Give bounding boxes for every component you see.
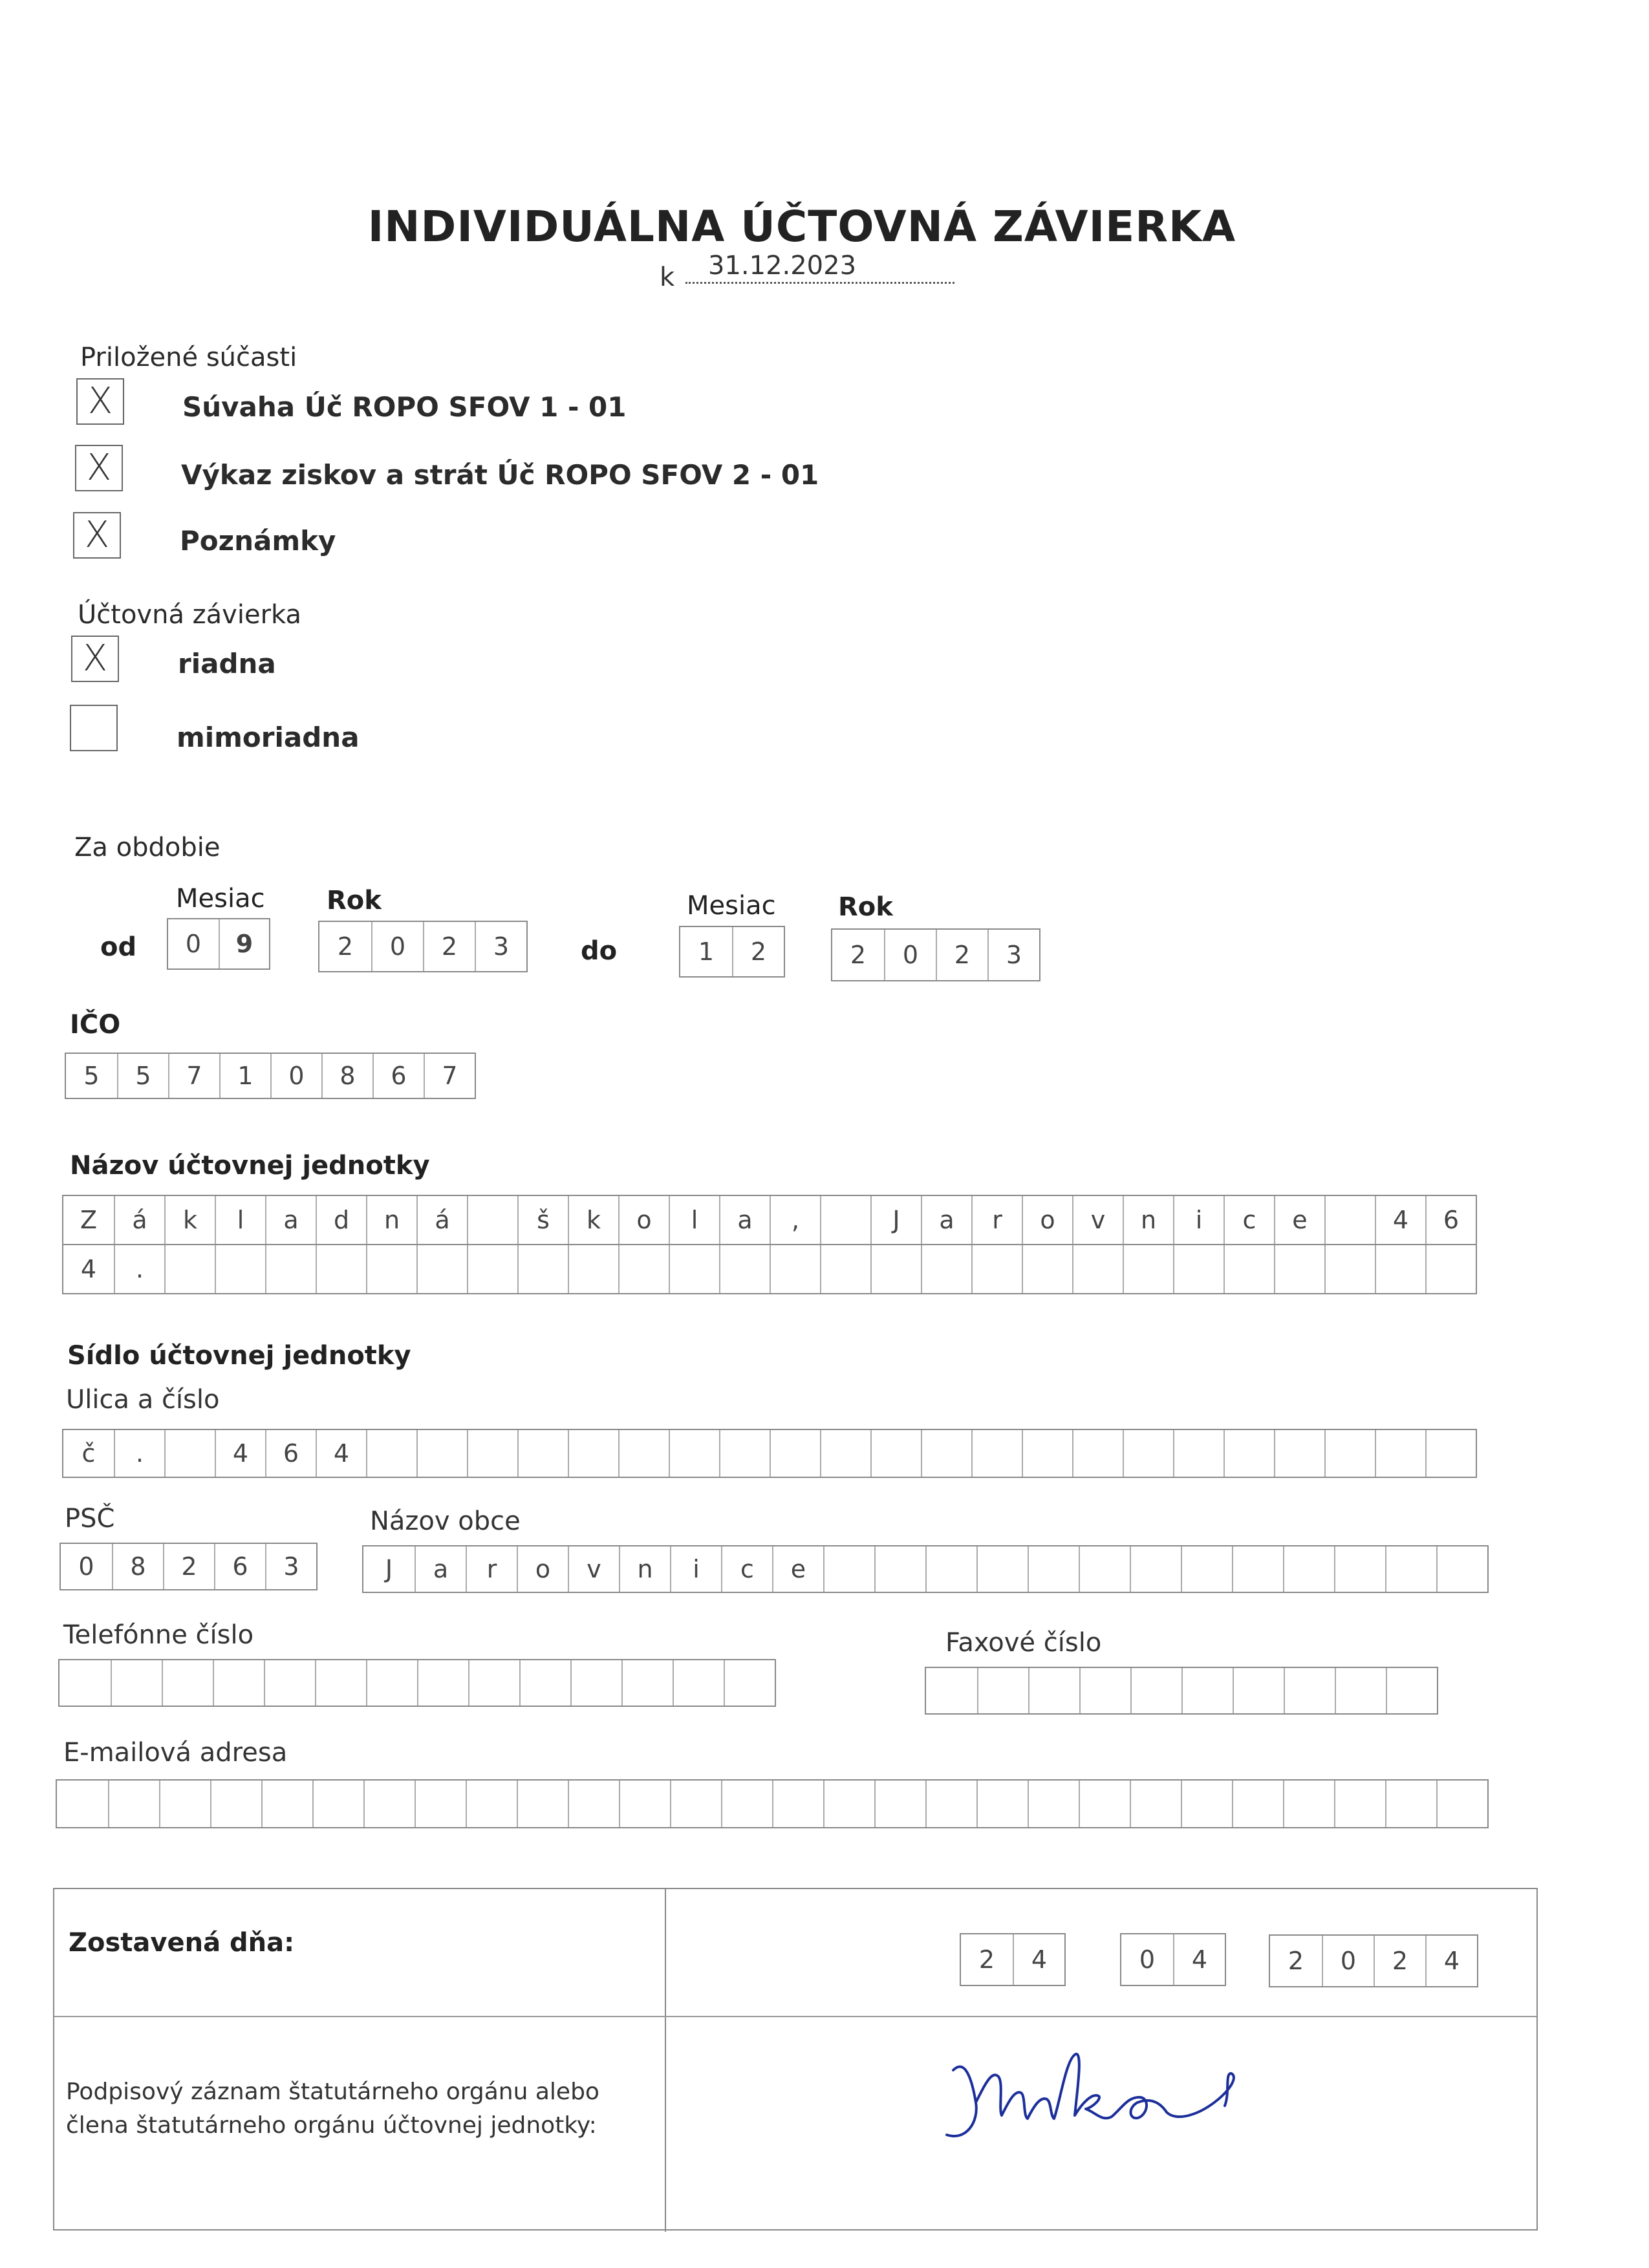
page-title: INDIVIDUÁLNA ÚČTOVNÁ ZÁVIERKA bbox=[367, 202, 1236, 251]
char-cell bbox=[1022, 1245, 1072, 1293]
char-cell bbox=[215, 1245, 265, 1293]
empty-cell bbox=[1130, 1668, 1181, 1713]
empty-cell bbox=[926, 1668, 977, 1713]
char-cell: 0 bbox=[1139, 1945, 1156, 1974]
digit-cell: 9 bbox=[219, 919, 269, 968]
ico-field[interactable] bbox=[65, 1053, 476, 1099]
char-cell bbox=[971, 1430, 1022, 1477]
char-cell bbox=[823, 1546, 874, 1592]
char-cell: l bbox=[215, 1196, 265, 1244]
checkbox-suvaha-label: Súvaha Úč ROPO SFOV 1 - 01 bbox=[182, 391, 627, 423]
char-cell: i bbox=[1173, 1196, 1223, 1244]
char-cell: n bbox=[366, 1196, 416, 1244]
char-cell bbox=[1223, 1245, 1274, 1293]
char-cell: a bbox=[265, 1196, 316, 1244]
char-cell: o bbox=[1022, 1196, 1072, 1244]
email-field[interactable] bbox=[56, 1779, 1489, 1828]
char-cell: o bbox=[517, 1546, 568, 1592]
char-cell bbox=[316, 1245, 366, 1293]
digit-cell: 2 bbox=[850, 941, 867, 969]
char-cell: r bbox=[971, 1196, 1022, 1244]
street-field[interactable] bbox=[62, 1429, 1477, 1478]
char-cell bbox=[366, 1430, 416, 1477]
section-hline bbox=[54, 2016, 1536, 2017]
char-cell bbox=[820, 1196, 870, 1244]
empty-cell bbox=[519, 1660, 570, 1706]
char-cell bbox=[467, 1245, 517, 1293]
checkbox-poznamky[interactable]: X bbox=[73, 512, 121, 559]
empty-cell bbox=[517, 1781, 568, 1827]
char-cell bbox=[1123, 1245, 1173, 1293]
char-cell bbox=[265, 1245, 316, 1293]
char-cell bbox=[719, 1430, 770, 1477]
char-cell bbox=[1324, 1245, 1375, 1293]
entity-name-row2[interactable] bbox=[62, 1244, 1477, 1294]
empty-cell bbox=[417, 1660, 468, 1706]
empty-cell bbox=[1181, 1668, 1233, 1713]
char-cell: J bbox=[385, 1555, 393, 1583]
checkbox-poznamky-label: Poznámky bbox=[180, 525, 336, 557]
signature-label-line2: člena štatutárneho orgánu účtovnej jednotky: bbox=[66, 2112, 597, 2139]
char-cell bbox=[1173, 1245, 1223, 1293]
empty-cell bbox=[315, 1660, 366, 1706]
signature bbox=[927, 2031, 1328, 2161]
char-cell bbox=[1072, 1430, 1123, 1477]
empty-cell bbox=[1284, 1668, 1335, 1713]
digit-cell: 2 bbox=[936, 930, 987, 980]
empty-cell bbox=[162, 1660, 213, 1706]
fax-field[interactable] bbox=[925, 1667, 1438, 1715]
empty-cell bbox=[772, 1781, 823, 1827]
empty-cell bbox=[1028, 1781, 1079, 1827]
char-cell bbox=[416, 1245, 467, 1293]
checkbox-vykaz[interactable]: X bbox=[75, 445, 123, 491]
empty-cell bbox=[1436, 1781, 1487, 1827]
empty-cell bbox=[264, 1660, 315, 1706]
empty-cell bbox=[1079, 1781, 1130, 1827]
char-cell: Z bbox=[80, 1206, 98, 1234]
char-cell: š bbox=[517, 1196, 568, 1244]
digit-cell: 3 bbox=[987, 930, 1039, 980]
char-cell bbox=[971, 1245, 1022, 1293]
closing-heading: Účtovná závierka bbox=[78, 600, 301, 630]
to-month-field[interactable] bbox=[679, 926, 785, 978]
char-cell: 4 bbox=[1013, 1934, 1064, 1985]
char-cell: r bbox=[466, 1546, 517, 1592]
street-label: Ulica a číslo bbox=[66, 1385, 220, 1415]
char-cell: , bbox=[770, 1196, 820, 1244]
char-cell: . bbox=[114, 1245, 164, 1293]
char-cell bbox=[366, 1245, 416, 1293]
char-cell bbox=[976, 1546, 1028, 1592]
empty-cell bbox=[976, 1781, 1028, 1827]
char-cell bbox=[1425, 1245, 1476, 1293]
char-cell bbox=[1436, 1546, 1487, 1592]
char-cell: e bbox=[772, 1546, 823, 1592]
empty-cell bbox=[874, 1781, 925, 1827]
char-cell: a bbox=[415, 1546, 466, 1592]
empty-cell bbox=[261, 1781, 312, 1827]
section-divider bbox=[665, 1889, 666, 2232]
char-cell bbox=[164, 1245, 215, 1293]
char-cell: J bbox=[870, 1196, 921, 1244]
empty-cell bbox=[366, 1660, 417, 1706]
char-cell: v bbox=[1072, 1196, 1123, 1244]
char-cell: 4 bbox=[316, 1430, 366, 1477]
email-label: E-mailová adresa bbox=[63, 1738, 288, 1768]
checkbox-mimoriadna[interactable] bbox=[70, 705, 118, 751]
checkbox-riadna[interactable]: X bbox=[71, 636, 119, 682]
digit-cell: 6 bbox=[372, 1054, 424, 1098]
empty-cell bbox=[1028, 1668, 1079, 1713]
char-cell bbox=[921, 1430, 971, 1477]
char-cell bbox=[669, 1430, 719, 1477]
empty-cell bbox=[1334, 1781, 1385, 1827]
digit-cell: 8 bbox=[321, 1054, 372, 1098]
from-month-field[interactable] bbox=[167, 918, 270, 970]
compiled-label: Zostavená dňa: bbox=[69, 1928, 295, 1958]
entity-name-label: Názov účtovnej jednotky bbox=[70, 1151, 430, 1181]
compiled-day-field[interactable] bbox=[960, 1933, 1066, 1986]
char-cell bbox=[1173, 1430, 1223, 1477]
to-year-label: Rok bbox=[838, 892, 893, 922]
char-cell bbox=[1274, 1430, 1324, 1477]
char-cell bbox=[568, 1430, 618, 1477]
char-cell: á bbox=[416, 1196, 467, 1244]
digit-cell: 5 bbox=[83, 1062, 100, 1090]
char-cell: . bbox=[114, 1430, 164, 1477]
char-cell bbox=[719, 1245, 770, 1293]
char-cell bbox=[669, 1245, 719, 1293]
char-cell: a bbox=[921, 1196, 971, 1244]
char-cell bbox=[1130, 1546, 1181, 1592]
char-cell bbox=[1334, 1546, 1385, 1592]
empty-cell bbox=[468, 1660, 519, 1706]
checkbox-vykaz-label: Výkaz ziskov a strát Úč ROPO SFOV 2 - 01 bbox=[181, 459, 819, 491]
empty-cell bbox=[570, 1660, 621, 1706]
char-cell: 2 bbox=[163, 1544, 214, 1589]
char-cell bbox=[870, 1245, 921, 1293]
to-label: do bbox=[581, 936, 618, 966]
empty-cell bbox=[159, 1781, 210, 1827]
char-cell: 3 bbox=[265, 1544, 316, 1589]
char-cell: 6 bbox=[265, 1430, 316, 1477]
char-cell: a bbox=[719, 1196, 770, 1244]
char-cell: v bbox=[568, 1546, 619, 1592]
char-cell bbox=[820, 1430, 870, 1477]
phone-label: Telefónne číslo bbox=[63, 1620, 254, 1650]
signature-image bbox=[927, 2031, 1328, 2161]
char-cell bbox=[164, 1430, 215, 1477]
char-cell: 0 bbox=[1322, 1936, 1374, 1986]
empty-cell bbox=[1385, 1781, 1436, 1827]
char-cell bbox=[467, 1196, 517, 1244]
char-cell bbox=[925, 1546, 976, 1592]
char-cell: n bbox=[1123, 1196, 1173, 1244]
from-month-label: Mesiac bbox=[176, 884, 265, 914]
empty-cell bbox=[925, 1781, 976, 1827]
digit-cell: 2 bbox=[337, 932, 354, 961]
empty-cell bbox=[1181, 1781, 1232, 1827]
char-cell bbox=[1375, 1245, 1425, 1293]
empty-cell bbox=[57, 1781, 108, 1827]
as-of-date: 31.12.2023 bbox=[708, 251, 857, 281]
char-cell bbox=[770, 1245, 820, 1293]
char-cell: 4 bbox=[1425, 1936, 1477, 1986]
checkbox-riadna-label: riadna bbox=[178, 648, 276, 679]
char-cell: 6 bbox=[1425, 1196, 1476, 1244]
empty-cell bbox=[1283, 1781, 1334, 1827]
char-cell bbox=[820, 1245, 870, 1293]
char-cell: 4 bbox=[1375, 1196, 1425, 1244]
char-cell bbox=[1079, 1546, 1130, 1592]
empty-cell bbox=[111, 1660, 162, 1706]
empty-cell bbox=[59, 1660, 111, 1706]
char-cell: k bbox=[568, 1196, 618, 1244]
city-field[interactable] bbox=[362, 1545, 1489, 1593]
checkbox-suvaha[interactable]: X bbox=[76, 378, 124, 425]
fax-label: Faxové číslo bbox=[945, 1628, 1102, 1658]
empty-cell bbox=[673, 1660, 724, 1706]
empty-cell bbox=[1335, 1668, 1386, 1713]
char-cell bbox=[1283, 1546, 1334, 1592]
psc-label: PSČ bbox=[65, 1504, 115, 1534]
empty-cell bbox=[363, 1781, 415, 1827]
char-cell bbox=[1425, 1430, 1476, 1477]
empty-cell bbox=[210, 1781, 261, 1827]
char-cell bbox=[770, 1430, 820, 1477]
digit-cell: 7 bbox=[424, 1054, 475, 1098]
digit-cell: 0 bbox=[270, 1054, 321, 1098]
digit-cell: 2 bbox=[732, 927, 784, 976]
seat-heading: Sídlo účtovnej jednotky bbox=[67, 1341, 411, 1371]
empty-cell bbox=[568, 1781, 619, 1827]
char-cell bbox=[1375, 1430, 1425, 1477]
char-cell: 4 bbox=[80, 1255, 97, 1283]
entity-name-row1[interactable] bbox=[62, 1195, 1477, 1245]
char-cell: 6 bbox=[214, 1544, 265, 1589]
digit-cell: 0 bbox=[371, 922, 423, 971]
char-cell: d bbox=[316, 1196, 366, 1244]
char-cell: á bbox=[114, 1196, 164, 1244]
ico-label: IČO bbox=[70, 1010, 121, 1040]
char-cell bbox=[1072, 1245, 1123, 1293]
char-cell bbox=[870, 1430, 921, 1477]
char-cell: 2 bbox=[1374, 1936, 1425, 1986]
empty-cell bbox=[721, 1781, 772, 1827]
from-label: od bbox=[100, 932, 137, 962]
digit-cell: 0 bbox=[884, 930, 936, 980]
empty-cell bbox=[312, 1781, 363, 1827]
char-cell: 4 bbox=[215, 1430, 265, 1477]
attached-heading: Priložené súčasti bbox=[80, 343, 297, 372]
empty-cell bbox=[977, 1668, 1028, 1713]
char-cell: o bbox=[618, 1196, 669, 1244]
char-cell bbox=[874, 1546, 925, 1592]
as-of-dotted-line bbox=[685, 282, 954, 284]
digit-cell: 1 bbox=[698, 937, 715, 966]
char-cell: e bbox=[1274, 1196, 1324, 1244]
char-cell bbox=[921, 1245, 971, 1293]
digit-cell: 3 bbox=[475, 922, 526, 971]
char-cell bbox=[1324, 1196, 1375, 1244]
char-cell: l bbox=[669, 1196, 719, 1244]
empty-cell bbox=[466, 1781, 517, 1827]
period-heading: Za obdobie bbox=[74, 833, 221, 862]
char-cell: 2 bbox=[1288, 1947, 1304, 1975]
char-cell: c bbox=[1223, 1196, 1274, 1244]
compiled-month-field[interactable] bbox=[1120, 1933, 1226, 1986]
char-cell bbox=[1028, 1546, 1079, 1592]
char-cell bbox=[618, 1245, 669, 1293]
char-cell bbox=[1274, 1245, 1324, 1293]
empty-cell bbox=[108, 1781, 159, 1827]
empty-cell bbox=[670, 1781, 721, 1827]
empty-cell bbox=[1232, 1781, 1283, 1827]
digit-cell: 0 bbox=[185, 930, 202, 958]
empty-cell bbox=[823, 1781, 874, 1827]
as-of-prefix: k bbox=[660, 262, 675, 292]
digit-cell: 1 bbox=[219, 1054, 270, 1098]
empty-cell bbox=[619, 1781, 670, 1827]
char-cell bbox=[618, 1430, 669, 1477]
signature-label bbox=[66, 2075, 599, 2143]
empty-cell bbox=[1386, 1668, 1437, 1713]
char-cell: č bbox=[81, 1439, 96, 1468]
phone-field[interactable] bbox=[58, 1659, 776, 1707]
char-cell bbox=[1324, 1430, 1375, 1477]
char-cell bbox=[568, 1245, 618, 1293]
empty-cell bbox=[724, 1660, 775, 1706]
digit-cell: 7 bbox=[168, 1054, 219, 1098]
char-cell: k bbox=[164, 1196, 215, 1244]
char-cell: i bbox=[670, 1546, 721, 1592]
from-year-label: Rok bbox=[327, 886, 382, 915]
from-year-field[interactable] bbox=[318, 921, 528, 972]
char-cell bbox=[1223, 1430, 1274, 1477]
char-cell bbox=[1022, 1430, 1072, 1477]
empty-cell bbox=[213, 1660, 264, 1706]
char-cell: 8 bbox=[112, 1544, 163, 1589]
psc-field[interactable] bbox=[59, 1543, 318, 1590]
empty-cell bbox=[1130, 1781, 1181, 1827]
char-cell bbox=[1123, 1430, 1173, 1477]
digit-cell: 2 bbox=[423, 922, 475, 971]
empty-cell bbox=[1233, 1668, 1284, 1713]
city-label: Názov obce bbox=[370, 1506, 521, 1536]
signature-label-line1: Podpisový záznam štatutárneho orgánu alebo bbox=[66, 2079, 599, 2105]
char-cell: 4 bbox=[1173, 1934, 1225, 1985]
empty-cell bbox=[621, 1660, 673, 1706]
char-cell: n bbox=[619, 1546, 670, 1592]
char-cell bbox=[1232, 1546, 1283, 1592]
empty-cell bbox=[415, 1781, 466, 1827]
char-cell bbox=[517, 1245, 568, 1293]
digit-cell: 5 bbox=[117, 1054, 168, 1098]
char-cell bbox=[1385, 1546, 1436, 1592]
char-cell bbox=[517, 1430, 568, 1477]
to-month-label: Mesiac bbox=[687, 891, 776, 921]
char-cell bbox=[416, 1430, 467, 1477]
char-cell bbox=[467, 1430, 517, 1477]
char-cell bbox=[1181, 1546, 1232, 1592]
char-cell: c bbox=[721, 1546, 772, 1592]
compiled-year-field[interactable] bbox=[1269, 1934, 1478, 1987]
checkbox-mimoriadna-label: mimoriadna bbox=[177, 722, 360, 753]
to-year-field[interactable] bbox=[831, 928, 1040, 981]
char-cell: 2 bbox=[978, 1945, 995, 1974]
empty-cell bbox=[1079, 1668, 1130, 1713]
char-cell: 0 bbox=[78, 1552, 94, 1581]
